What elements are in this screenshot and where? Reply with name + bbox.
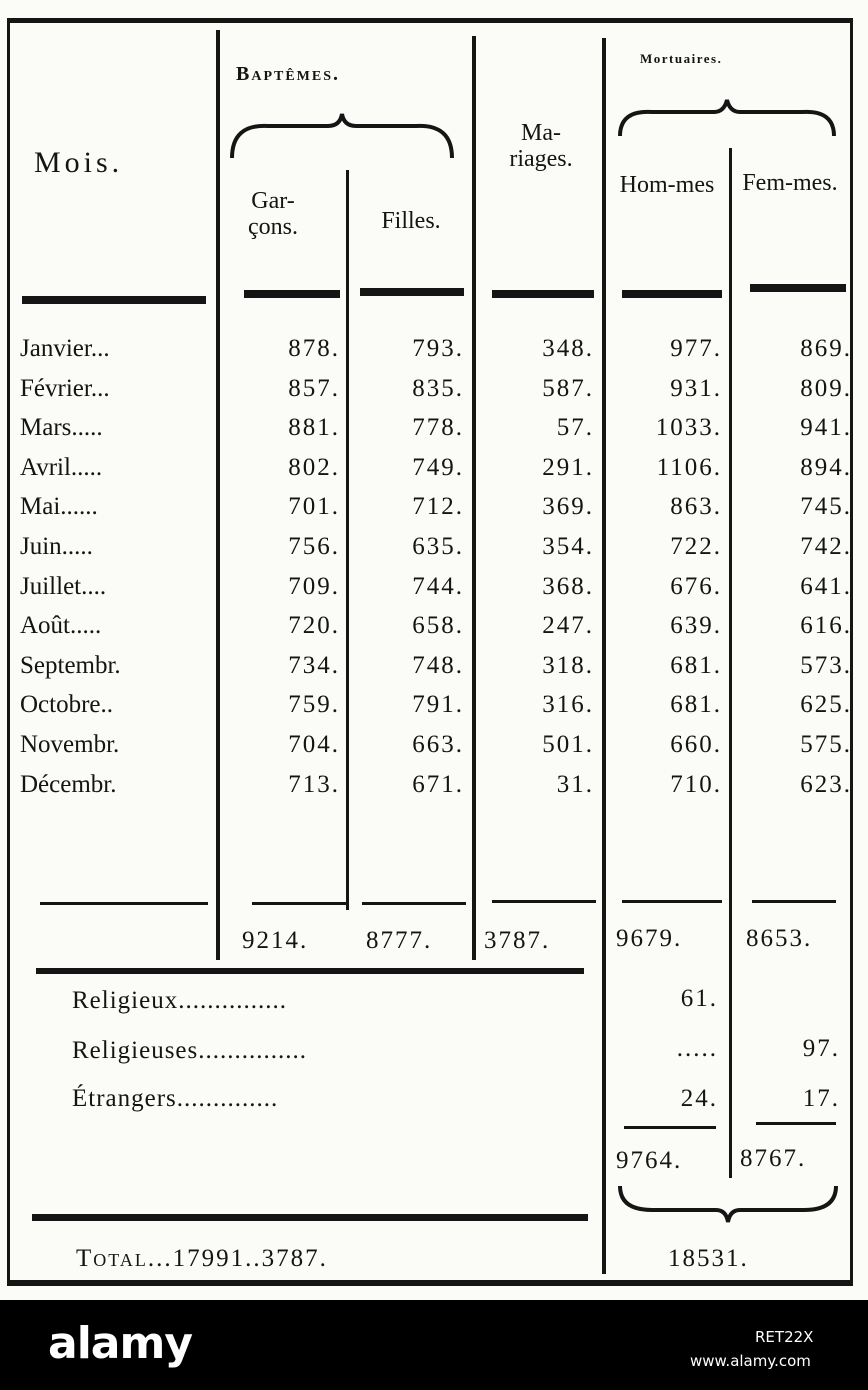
cell-femmes: 809.: [800, 375, 852, 402]
cell-garcons: 802.: [288, 454, 340, 481]
site-url: www.alamy.com: [690, 1352, 811, 1370]
cell-hommes: 1033.: [655, 414, 722, 441]
section-rule: [32, 1214, 588, 1221]
subtotal-rule: [252, 902, 346, 905]
cell-femmes: 575.: [800, 731, 852, 758]
month-label: Juillet....: [20, 573, 107, 600]
hommes-header: Hom-mes: [619, 172, 715, 198]
subtotal-rule: [492, 900, 596, 903]
extra-label: Étrangers..............: [72, 1085, 279, 1112]
cell-hommes: 863.: [670, 493, 722, 520]
mariages-header: Ma-riages.: [509, 120, 573, 173]
cell-femmes: 573.: [800, 652, 852, 679]
subtotal-rule: [362, 902, 466, 905]
cell-filles: 712.: [412, 493, 464, 520]
cell-garcons: 713.: [288, 771, 340, 798]
subtotal-filles: 8777.: [366, 927, 433, 954]
cell-hommes: 681.: [670, 691, 722, 718]
header-rule: [244, 290, 340, 298]
mortuaires-total-femmes: 8767.: [740, 1145, 807, 1172]
month-label: Mai......: [20, 493, 98, 520]
cell-garcons: 878.: [288, 335, 340, 362]
cell-garcons: 857.: [288, 375, 340, 402]
mortuaires-total-rule: [624, 1126, 716, 1129]
total-brace: [616, 1184, 840, 1224]
subtotal-mariages: 3787.: [484, 927, 551, 954]
cell-femmes: 625.: [800, 691, 852, 718]
extra-label: Religieuses...............: [72, 1037, 308, 1064]
cell-mariages: 368.: [542, 573, 594, 600]
cell-femmes: 745.: [800, 493, 852, 520]
cell-mariages: 501.: [542, 731, 594, 758]
cell-garcons: 720.: [288, 612, 340, 639]
cell-filles: 791.: [412, 691, 464, 718]
month-label: Septembr.: [20, 652, 121, 679]
cell-filles: 663.: [412, 731, 464, 758]
cell-hommes: 660.: [670, 731, 722, 758]
cell-mariages: 291.: [542, 454, 594, 481]
mortuaires-brace: [616, 98, 838, 140]
cell-mariages: 57.: [556, 414, 594, 441]
month-label: Janvier...: [20, 335, 110, 362]
cell-filles: 635.: [412, 533, 464, 560]
cell-mariages: 318.: [542, 652, 594, 679]
cell-filles: 748.: [412, 652, 464, 679]
cell-garcons: 756.: [288, 533, 340, 560]
cell-femmes: 616.: [800, 612, 852, 639]
cell-femmes: 941.: [800, 414, 852, 441]
stock-id: RET22X: [755, 1328, 814, 1346]
month-label: Avril.....: [20, 454, 103, 481]
mois-header: Mois.: [34, 146, 124, 179]
cell-garcons: 881.: [288, 414, 340, 441]
mortuaires-total-rule: [756, 1122, 836, 1125]
extra-hommes: .....: [676, 1035, 718, 1062]
cell-mariages: 369.: [542, 493, 594, 520]
garcons-header: Gar-çons.: [248, 188, 298, 241]
cell-filles: 793.: [412, 335, 464, 362]
extra-label: Religieux...............: [72, 987, 287, 1014]
cell-femmes: 641.: [800, 573, 852, 600]
filles-header: Filles.: [381, 208, 441, 234]
cell-mariages: 354.: [542, 533, 594, 560]
cell-mariages: 587.: [542, 375, 594, 402]
cell-hommes: 1106.: [656, 454, 722, 481]
cell-mariages: 348.: [542, 335, 594, 362]
header-rule: [22, 296, 206, 304]
cell-garcons: 709.: [288, 573, 340, 600]
extra-femmes: 97.: [802, 1035, 840, 1062]
month-label: Novembr.: [20, 731, 120, 758]
mortuaires-header: Mortuaires.: [640, 51, 723, 66]
cell-hommes: 710.: [670, 771, 722, 798]
cell-hommes: 931.: [670, 375, 722, 402]
month-label: Octobre..: [20, 691, 114, 718]
section-rule: [36, 968, 584, 974]
cell-hommes: 676.: [670, 573, 722, 600]
header-rule: [492, 290, 594, 298]
subtotal-rule: [752, 900, 836, 903]
extra-hommes: 61.: [680, 985, 718, 1012]
cell-femmes: 623.: [800, 771, 852, 798]
total-label: Total...17991..3787.: [76, 1245, 328, 1272]
subtotal-rule: [622, 900, 722, 903]
cell-garcons: 759.: [288, 691, 340, 718]
month-label: Août.....: [20, 612, 102, 639]
month-label: Février...: [20, 375, 110, 402]
header-rule: [622, 290, 722, 298]
femmes-header: Fem-mes.: [742, 170, 838, 196]
cell-filles: 658.: [412, 612, 464, 639]
subtotal-hommes: 9679.: [616, 925, 683, 952]
cell-garcons: 704.: [288, 731, 340, 758]
month-label: Mars.....: [20, 414, 103, 441]
baptemes-brace: [228, 112, 456, 162]
cell-hommes: 639.: [670, 612, 722, 639]
cell-femmes: 894.: [800, 454, 852, 481]
alamy-logo: alamy: [48, 1318, 192, 1369]
subtotal-femmes: 8653.: [746, 925, 813, 952]
extra-hommes: 24.: [680, 1085, 718, 1112]
month-label: Juin.....: [20, 533, 93, 560]
column-rule: [602, 38, 606, 1274]
cell-filles: 778.: [412, 414, 464, 441]
subtotal-rule: [40, 902, 208, 905]
cell-femmes: 742.: [800, 533, 852, 560]
extra-femmes: 17.: [802, 1085, 840, 1112]
cell-hommes: 977.: [670, 335, 722, 362]
column-rule: [729, 148, 732, 1178]
cell-garcons: 701.: [288, 493, 340, 520]
cell-filles: 744.: [412, 573, 464, 600]
cell-filles: 835.: [412, 375, 464, 402]
cell-garcons: 734.: [288, 652, 340, 679]
total-mortuaires: 18531.: [668, 1245, 749, 1272]
cell-hommes: 722.: [670, 533, 722, 560]
cell-filles: 749.: [412, 454, 464, 481]
cell-filles: 671.: [412, 771, 464, 798]
cell-hommes: 681.: [670, 652, 722, 679]
column-rule: [472, 36, 476, 960]
cell-femmes: 869.: [800, 335, 852, 362]
baptemes-header: Baptêmes.: [236, 63, 341, 85]
cell-mariages: 31.: [556, 771, 594, 798]
cell-mariages: 316.: [542, 691, 594, 718]
header-rule: [750, 284, 846, 292]
subtotal-garcons: 9214.: [242, 927, 309, 954]
column-rule: [346, 170, 349, 910]
header-rule: [360, 288, 464, 296]
cell-mariages: 247.: [542, 612, 594, 639]
column-rule: [216, 30, 220, 960]
mortuaires-total-hommes: 9764.: [616, 1147, 683, 1174]
month-label: Décembr.: [20, 771, 117, 798]
